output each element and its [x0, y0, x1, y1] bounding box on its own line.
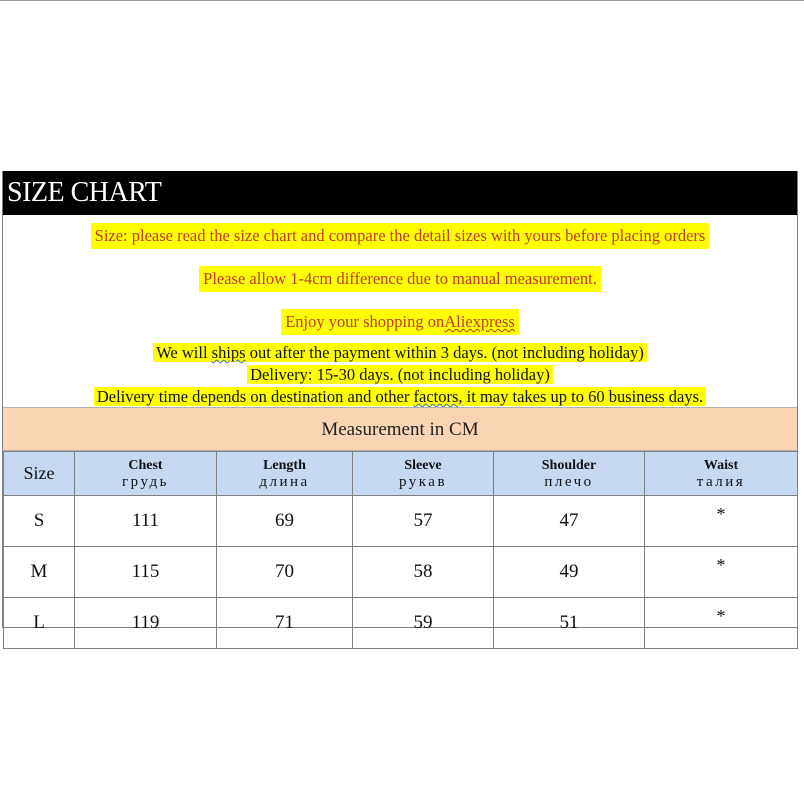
sleeve-cell: 57	[353, 496, 494, 547]
aliexpress-text: Aliexpress	[444, 312, 515, 331]
header-shoulder: Shoulder плечо	[494, 452, 645, 496]
chest-cell: 119	[75, 598, 217, 649]
length-cell: 69	[217, 496, 353, 547]
top-border	[0, 0, 804, 2]
shoulder-cell: 47	[494, 496, 645, 547]
header-waist: Waist талия	[645, 452, 798, 496]
size-table	[3, 451, 798, 649]
shoulder-cell: 51	[494, 598, 645, 649]
note-delivery-time: Delivery time depends on destination and other factors, it may takes up to 60 business days.	[3, 386, 797, 408]
measurement-heading: Measurement in CM	[3, 407, 797, 451]
size-chart-title: SIZE CHART	[3, 171, 797, 215]
sleeve-cell: 59	[353, 598, 494, 649]
shoulder-cell: 49	[494, 547, 645, 598]
table-row	[4, 547, 798, 598]
size-cell: S	[4, 496, 75, 547]
notes-section	[3, 215, 797, 407]
note-read-size: Size: please read the size chart and compare the detail sizes with yours before placing orders	[3, 223, 797, 249]
header-sleeve: Sleeve рукав	[353, 452, 494, 496]
chest-cell: 115	[75, 547, 217, 598]
shipping-notes	[3, 342, 797, 408]
note-enjoy-shopping: Enjoy your shopping onAliexpress	[3, 309, 797, 335]
chest-cell: 111	[75, 496, 217, 547]
table-row	[4, 598, 798, 649]
header-size: Size	[4, 452, 75, 496]
length-cell: 70	[217, 547, 353, 598]
size-chart	[2, 171, 798, 633]
note-difference: Please allow 1-4cm difference due to manual measurement.	[3, 266, 797, 292]
waist-cell: *	[645, 496, 798, 547]
length-cell: 71	[217, 598, 353, 649]
header-chest: Chest грудь	[75, 452, 217, 496]
note-delivery: Delivery: 15-30 days. (not including holiday)	[3, 364, 797, 386]
sleeve-cell: 58	[353, 547, 494, 598]
table-row	[4, 496, 798, 547]
table-header-row	[4, 452, 798, 496]
header-length: Length длина	[217, 452, 353, 496]
note-ships: We will ships out after the payment within 3 days. (not including holiday)	[3, 342, 797, 364]
waist-cell: *	[645, 547, 798, 598]
size-cell: L	[4, 598, 75, 649]
size-cell: M	[4, 547, 75, 598]
waist-cell: *	[645, 598, 798, 649]
